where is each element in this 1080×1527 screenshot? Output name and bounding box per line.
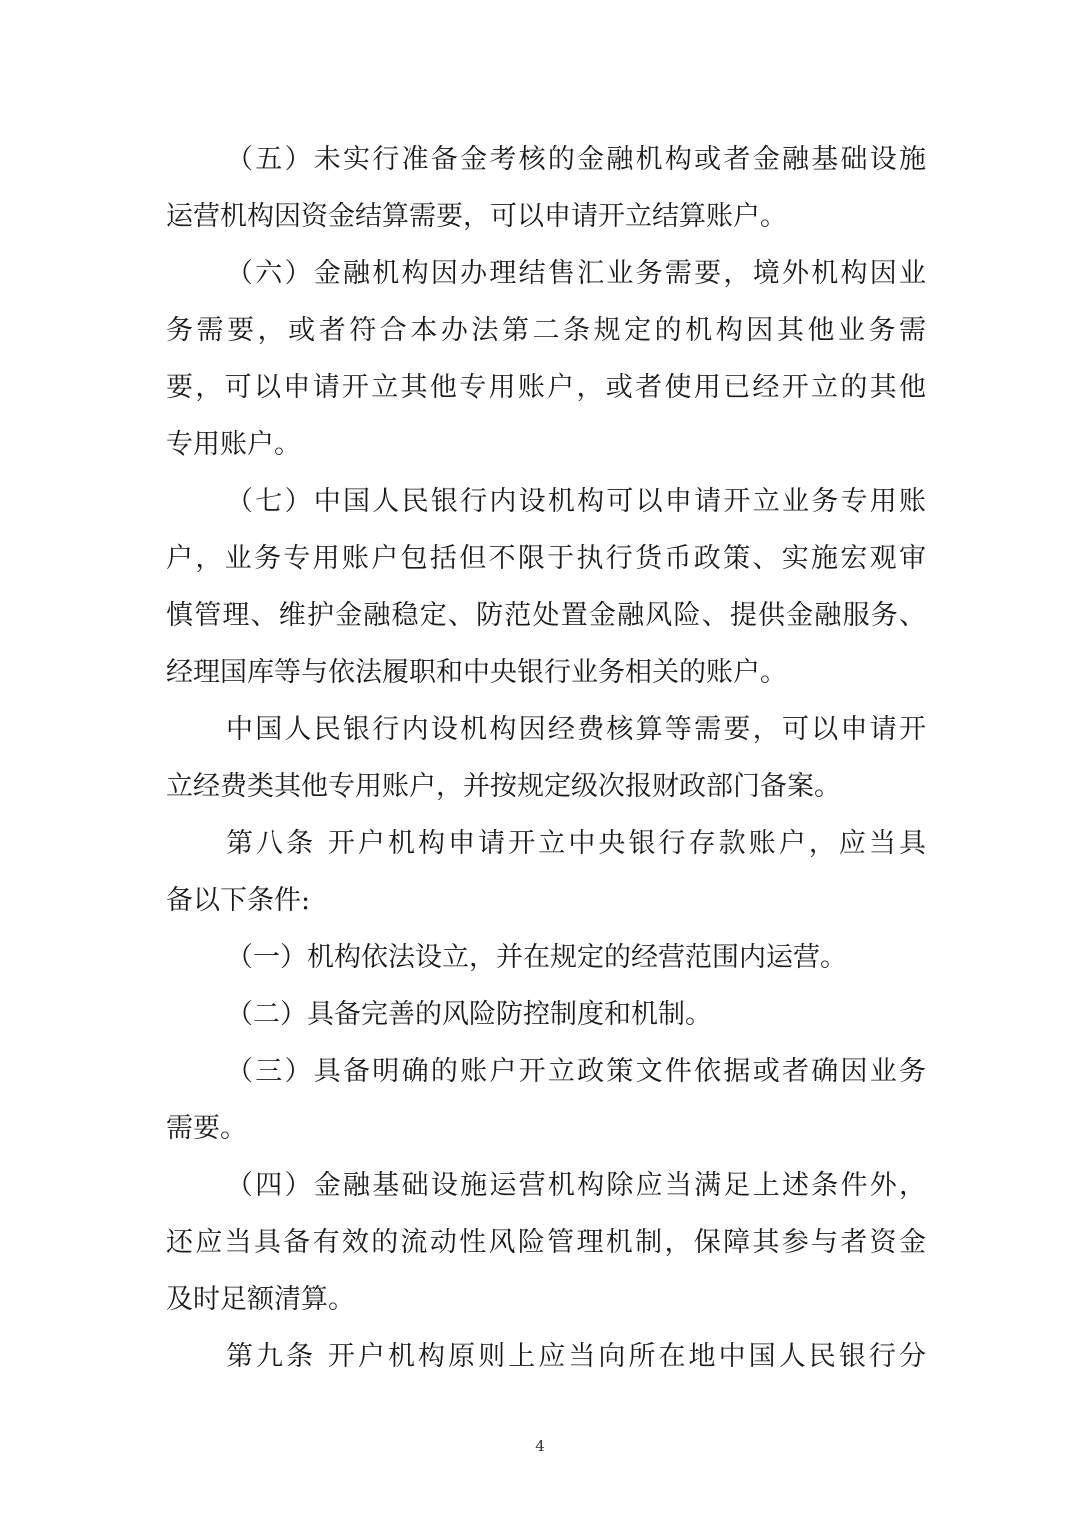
- text-line: 需要。: [166, 1113, 247, 1144]
- text-line: 运营机构因资金结算需要，可以申请开立结算账户。: [166, 201, 787, 232]
- text-line: 经理国库等与依法履职和中央银行业务相关的账户。: [166, 657, 787, 688]
- text-line: 专用账户。: [166, 429, 301, 460]
- text-line: （六）金融机构因办理结售汇业务需要，境外机构因业: [226, 258, 926, 289]
- text-line: 备以下条件:: [166, 885, 311, 916]
- text-line: （七）中国人民银行内设机构可以申请开立业务专用账: [226, 486, 926, 517]
- text-line: （二）具备完善的风险防控制度和机制。: [226, 999, 712, 1030]
- text-line: 要，可以申请开立其他专用账户，或者使用已经开立的其他: [166, 372, 926, 403]
- text-line: 慎管理、维护金融稳定、防范处置金融风险、提供金融服务、: [166, 600, 926, 631]
- article-heading-line: 第九条 开户机构原则上应当向所在地中国人民银行分: [226, 1341, 926, 1372]
- article-heading-line: 第八条 开户机构申请开立中央银行存款账户，应当具: [226, 828, 926, 859]
- text-line: （四）金融基础设施运营机构除应当满足上述条件外，: [226, 1170, 926, 1201]
- text-line: 立经费类其他专用账户，并按规定级次报财政部门备案。: [166, 771, 841, 802]
- text-line: （一）机构依法设立，并在规定的经营范围内运营。: [226, 942, 847, 973]
- text-line: 务需要，或者符合本办法第二条规定的机构因其他业务需: [166, 315, 926, 346]
- text-line: 中国人民银行内设机构因经费核算等需要，可以申请开: [226, 714, 926, 745]
- text-line: （五）未实行准备金考核的金融机构或者金融基础设施: [226, 144, 926, 175]
- text-line: （三）具备明确的账户开立政策文件依据或者确因业务: [226, 1056, 926, 1087]
- page-number: 4: [535, 1437, 545, 1455]
- text-line: 还应当具备有效的流动性风险管理机制，保障其参与者资金: [166, 1227, 926, 1258]
- text-line: 户，业务专用账户包括但不限于执行货币政策、实施宏观审: [166, 543, 926, 574]
- text-line: 及时足额清算。: [166, 1284, 355, 1315]
